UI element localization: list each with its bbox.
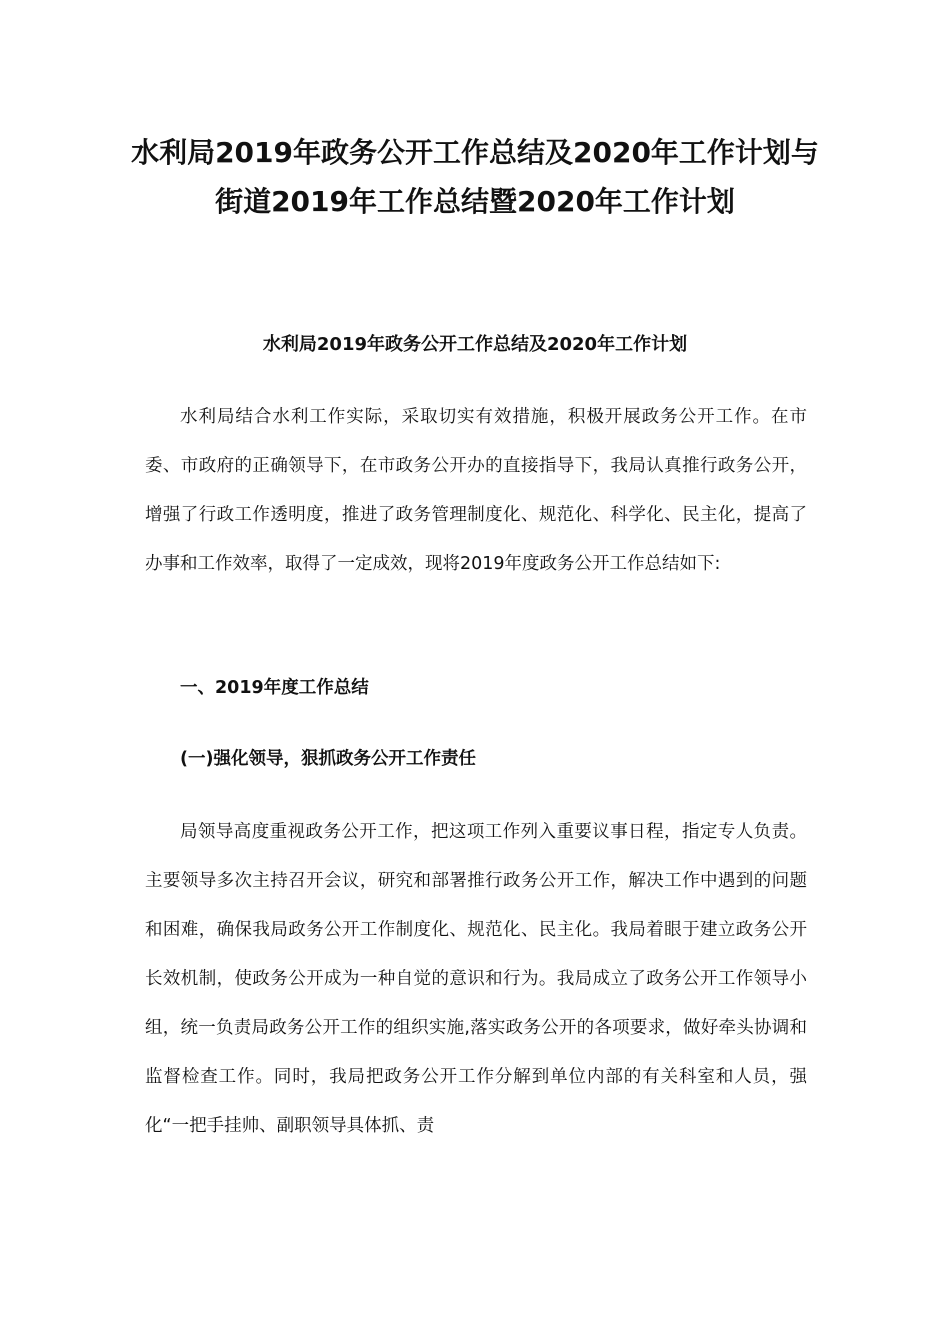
paragraph-leadership: 局领导高度重视政务公开工作，把这项工作列入重要议事日程，指定专人负责。主要领导多次主持召开会议，研究和部署推行政务公开工作，解决工作中遇到的问题和困难，确保我局政务公开工作制度化、规范化、民主化。我局着眼于建立政务公开长效机制，使政务公开成为一种自觉的意识和行为。我局成立了政务公开工作领导小组，统一负责局政务公开工作的组织实施,落实政务公开的各项要求，做好牵头协调和监督检查工作。同时，我局把政务公开工作分解到单位内部的有关科室和人员，强化“一把手挂帅、副职领导具体抓、责 bbox=[145, 822, 807, 1136]
section-title: 水利局2019年政务公开工作总结及2020年工作计划 bbox=[262, 334, 688, 355]
paragraph-intro: 水利局结合水利工作实际，采取切实有效措施，积极开展政务公开工作。在市委、市政府的正确领导下，在市政务公开办的直接指导下，我局认真推行政务公开，增强了行政工作透明度，推进了政务管理制度化、规范化、科学化、民主化，提高了办事和工作效率，取得了一定成效，现将2019年度政务公开工作总结如下: bbox=[145, 407, 807, 574]
heading-leadership: (一)强化领导，狠抓政务公开工作责任 bbox=[180, 749, 476, 769]
heading-annual-summary: 一、2019年度工作总结 bbox=[180, 678, 369, 698]
main-title: 水利局2019年政务公开工作总结及2020年工作计划与街道2019年工作总结暨2020年工作计划 bbox=[131, 136, 819, 218]
